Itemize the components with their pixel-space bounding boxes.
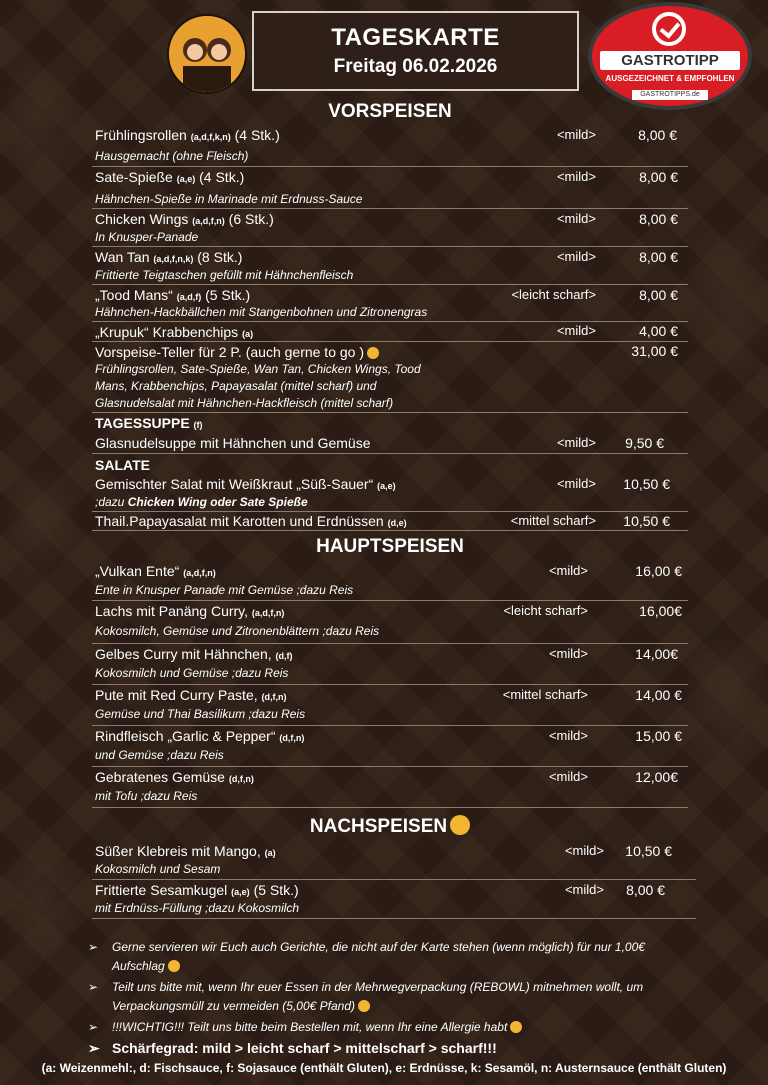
item-spice: <mild>	[564, 843, 604, 858]
restaurant-logo	[167, 14, 247, 94]
item-description: Kokosmilch und Gemüse ;dazu Reis	[95, 666, 289, 680]
item-spice: <mild>	[556, 323, 596, 338]
item-name: Wan Tan	[95, 249, 150, 265]
item-price: 10,50 €	[623, 513, 670, 529]
item-allergens: (a,d,f,n,k)	[153, 254, 194, 264]
item-allergens: (d,f,n)	[261, 692, 287, 702]
item-description: Frittierte Teigtaschen gefüllt mit Hähnchenfleisch	[95, 268, 354, 282]
item-price: 31,00 €	[631, 343, 678, 359]
badge-brand: GASTROTIPP	[600, 51, 740, 70]
section-heading-nachspeisen	[92, 815, 688, 838]
menu-item	[92, 880, 696, 919]
item-description: Frühlingsrollen, Sate-Spieße, Wan Tan, Chicken Wings, Tood Mans, Krabbenchips, Papayasalat (mittel scharf) und Glasnudelsalat mit Hähnchen-Hackfleisch (mittel scharf)	[95, 362, 421, 410]
item-allergens: (a,e)	[231, 887, 250, 897]
item-qty: (6 Stk.)	[228, 211, 274, 227]
salad-heading: SALATE	[95, 457, 150, 473]
item-price: 10,50 €	[625, 843, 672, 859]
smile-emoji-icon	[450, 815, 470, 835]
page-title: TAGESKARTE	[331, 24, 500, 51]
item-description: Ente in Knusper Panade mit Gemüse ;dazu Reis	[95, 583, 354, 597]
soup-name: Glasnudelsuppe mit Hähnchen und Gemüse	[95, 435, 371, 451]
item-allergens: (d,f,n)	[228, 774, 254, 784]
item-spice: <leicht scharf>	[511, 287, 596, 302]
item-name: „Krupuk“ Krabbenchips	[95, 324, 239, 340]
bullet-arrow-icon: ➢	[88, 1040, 100, 1056]
note-item	[88, 938, 688, 976]
notes-list	[88, 938, 688, 1060]
item-price: 15,00 €	[635, 728, 682, 744]
item-spice: <mild>	[548, 769, 588, 784]
note-item	[88, 1039, 688, 1058]
item-allergens: (d,f)	[275, 651, 293, 661]
item-name: Chicken Wings	[95, 211, 189, 227]
item-price: 8,00 €	[639, 211, 678, 227]
section-heading-text: NACHSPEISEN	[309, 816, 448, 837]
item-spice: <mild>	[564, 882, 604, 897]
section-heading-vorspeisen: VORSPEISEN	[328, 101, 452, 122]
item-name: Pute mit Red Curry Paste,	[95, 687, 258, 703]
gastrotipp-badge	[588, 2, 752, 110]
item-qty: (5 Stk.)	[253, 882, 299, 898]
menu-item	[92, 644, 688, 685]
item-spice: <mild>	[556, 169, 596, 184]
note-text: Gerne servieren wir Euch auch Gerichte, die nicht auf der Karte stehen (wenn möglich) für nur 1,00€ Aufschlag	[112, 940, 645, 973]
smile-emoji-icon	[510, 1021, 522, 1033]
item-spice: <mild>	[556, 127, 596, 142]
soup-allergens: (f)	[193, 420, 203, 430]
item-name: Sate-Spieße	[95, 169, 173, 185]
item-spice: <mild>	[556, 476, 596, 491]
item-price: 8,00 €	[639, 287, 678, 303]
item-spice: <leicht scharf>	[503, 603, 588, 618]
note-text: Teilt uns bitte mit, wenn Ihr euer Essen in der Mehrwegverpackung (REBOWL) mitnehmen wollt, um Verpackungsmüll zu vermeiden (5,00€ Pfand)	[112, 980, 644, 1013]
item-allergens: (a,d,f,k,n)	[190, 132, 231, 142]
item-spice: <mild>	[548, 728, 588, 743]
title-box	[252, 11, 579, 91]
item-allergens: (d,f,n)	[279, 733, 305, 743]
item-allergens: (a,e)	[176, 174, 196, 184]
item-price: 8,00 €	[626, 882, 665, 898]
menu-item	[92, 285, 688, 322]
item-description-bold: Chicken Wing oder Sate Spieße	[127, 495, 308, 509]
smile-emoji-icon	[168, 960, 180, 972]
item-price: 10,50 €	[623, 476, 670, 492]
item-name: Thail.Papayasalat mit Karotten und Erdnüssen	[95, 513, 384, 529]
item-description: Gemüse und Thai Basilikum ;dazu Reis	[95, 707, 306, 721]
item-description: mit Tofu ;dazu Reis	[95, 789, 198, 803]
item-price: 14,00 €	[635, 687, 682, 703]
item-allergens: (a,d,f)	[176, 292, 202, 302]
menu-item	[92, 726, 688, 767]
item-spice: <mild>	[548, 646, 588, 661]
item-price: 12,00€	[635, 769, 678, 785]
item-spice: <mild>	[556, 211, 596, 226]
bullet-arrow-icon: ➢	[88, 940, 99, 954]
menu-item	[92, 125, 688, 167]
item-name: Frühlingsrollen	[95, 127, 187, 143]
menu-item	[92, 322, 688, 342]
item-description: In Knusper-Panade	[95, 230, 199, 244]
menu-item	[92, 767, 688, 808]
menu-item	[92, 247, 688, 285]
soup-block	[92, 413, 688, 454]
menu-item	[92, 841, 696, 880]
soup-spice: <mild>	[556, 435, 596, 450]
item-allergens: (a,e)	[377, 481, 396, 491]
item-name: Gebratenes Gemüse	[95, 769, 225, 785]
item-description: Kokosmilch, Gemüse und Zitronenblättern ;dazu Reis	[95, 624, 380, 638]
item-name: Lachs mit Panäng Curry,	[95, 603, 249, 619]
bullet-arrow-icon: ➢	[88, 980, 99, 994]
item-allergens: (a)	[264, 848, 276, 858]
item-description: Hausgemacht (ohne Fleisch)	[95, 149, 249, 163]
menu-item	[92, 561, 688, 601]
item-name: Frittierte Sesamkugel	[95, 882, 228, 898]
item-name: Süßer Klebreis mit Mango,	[95, 843, 261, 859]
item-description: mit Erdnüss-Füllung ;dazu Kokosmilch	[95, 901, 300, 915]
item-allergens: (a,d,f,n)	[183, 568, 216, 578]
item-description: ;dazu	[95, 495, 128, 509]
badge-subtitle: AUSGEZEICHNET & EMPFOHLEN	[605, 74, 735, 83]
item-name: Vorspeise-Teller für 2 P. (auch gerne to go )	[95, 344, 365, 360]
menu-item	[92, 167, 688, 209]
spice-scale-text: Schärfegrad: mild > leicht scharf > mittelscharf > scharf!!!	[112, 1040, 497, 1056]
soup-price: 9,50 €	[625, 435, 664, 451]
note-text: !!!WICHTIG!!! Teilt uns bitte beim Bestellen mit, wenn Ihr eine Allergie habt	[112, 1020, 508, 1034]
item-qty: (4 Stk.)	[199, 169, 245, 185]
menu-item	[92, 342, 688, 413]
item-allergens: (a,d,f,n)	[192, 216, 225, 226]
item-spice: <mild>	[556, 249, 596, 264]
item-spice: <mild>	[548, 563, 588, 578]
menu-item	[92, 209, 688, 247]
item-spice: <mittel scharf>	[502, 687, 588, 702]
item-price: 8,00 €	[639, 169, 678, 185]
item-price: 4,00 €	[639, 323, 678, 339]
item-qty: (8 Stk.)	[197, 249, 243, 265]
item-description: Hähnchen-Hackbällchen mit Stangenbohnen und Zitronengras	[95, 305, 428, 319]
item-description: Hähnchen-Spieße in Marinade mit Erdnuss-Sauce	[95, 192, 363, 206]
smile-emoji-icon	[367, 347, 379, 359]
menu-item	[92, 601, 688, 644]
check-icon	[652, 12, 686, 46]
salad-block	[92, 454, 688, 512]
item-price: 14,00€	[635, 646, 678, 662]
item-name: Gelbes Curry mit Hähnchen,	[95, 646, 272, 662]
item-name: „Vulkan Ente“	[95, 563, 180, 579]
item-price: 16,00€	[639, 603, 682, 619]
item-name: Rindfleisch „Garlic & Pepper“	[95, 728, 276, 744]
item-name: Gemischter Salat mit Weißkraut „Süß-Sauer“	[95, 476, 374, 492]
item-spice: <mittel scharf>	[510, 513, 596, 528]
item-qty: (5 Stk.)	[205, 287, 251, 303]
note-item	[88, 978, 688, 1016]
soup-heading: TAGESSUPPE	[95, 415, 190, 431]
item-allergens: (a)	[242, 329, 254, 339]
section-heading-hauptspeisen: HAUPTSPEISEN	[316, 536, 464, 557]
item-allergens: (a,d,f,n)	[251, 608, 285, 618]
allergen-legend: (a: Weizenmehl:, d: Fischsauce, f: Sojasauce (enthält Gluten), e: Erdnüsse, k: Sesamöl, n: Austernsauce (enthält Gluten)	[41, 1061, 727, 1075]
menu-item	[92, 512, 688, 531]
smile-emoji-icon	[358, 1000, 370, 1012]
bullet-arrow-icon: ➢	[88, 1020, 99, 1034]
item-price: 8,00 €	[639, 249, 678, 265]
item-price: 8,00 €	[638, 127, 677, 143]
menu-date: Freitag 06.02.2026	[333, 56, 498, 77]
item-price: 16,00 €	[635, 563, 682, 579]
item-qty: (4 Stk.)	[234, 127, 280, 143]
item-allergens: (d,e)	[387, 518, 407, 528]
badge-url: GASTROTIPPS.de	[632, 90, 708, 100]
menu-item	[92, 685, 688, 726]
item-name: „Tood Mans“	[95, 287, 173, 303]
note-item	[88, 1018, 688, 1037]
item-description: Kokosmilch und Sesam	[95, 862, 221, 876]
item-description: und Gemüse ;dazu Reis	[95, 748, 224, 762]
